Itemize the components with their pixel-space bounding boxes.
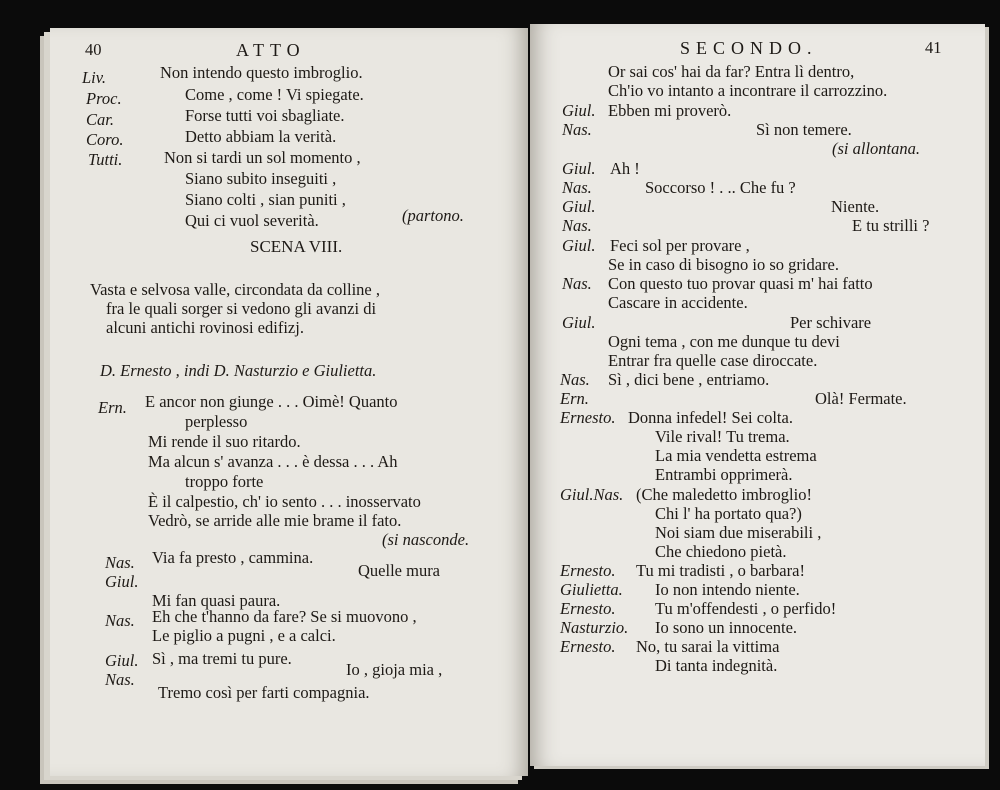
speaker: Coro. bbox=[86, 130, 124, 149]
verse-line: Non intendo questo imbroglio. bbox=[160, 63, 363, 82]
verse-line: Detto abbiam la verità. bbox=[185, 127, 337, 146]
verse-line: No, tu sarai la vittima bbox=[636, 637, 780, 656]
speaker: Giul. bbox=[105, 572, 139, 591]
verse-line: Sì , ma tremi tu pure. bbox=[152, 649, 292, 668]
speaker: Nas. bbox=[562, 178, 592, 197]
verse-line: Via fa presto , cammina. bbox=[152, 548, 314, 567]
verse-line: Che chiedono pietà. bbox=[655, 542, 787, 561]
speaker: Proc. bbox=[86, 89, 122, 108]
speaker: Ernesto. bbox=[560, 637, 616, 656]
speaker: Car. bbox=[86, 110, 114, 129]
verse-line: Siano colti , sian puniti , bbox=[185, 190, 346, 209]
verse-line: Feci sol per provare , bbox=[610, 236, 750, 255]
verse-line: Vedrò, se arride alle mie brame il fato. bbox=[148, 511, 402, 530]
verse-line: Ch'io vo intanto a incontrare il carrozzino. bbox=[608, 81, 888, 100]
verse-line: Qui ci vuol severità. bbox=[185, 211, 319, 230]
page-number: 40 bbox=[85, 40, 102, 59]
stage-direction: (si allontana. bbox=[832, 139, 921, 158]
verse-line: Ma alcun s' avanza . . . è dessa . . . Ah bbox=[148, 452, 398, 471]
verse-line: Mi fan quasi paura. bbox=[152, 591, 281, 610]
speaker: Nas. bbox=[105, 611, 135, 630]
verse-line: Io non intendo niente. bbox=[655, 580, 800, 599]
speaker: Nas. bbox=[562, 274, 592, 293]
verse-line: Noi siam due miserabili , bbox=[655, 523, 822, 542]
speaker: Liv. bbox=[82, 68, 106, 87]
verse-line: Come , come ! Vi spiegate. bbox=[185, 85, 364, 104]
verse-line: Sì , dici bene , entriamo. bbox=[608, 370, 770, 389]
speaker: Giul. bbox=[105, 651, 139, 670]
verse-line: Sì non temere. bbox=[756, 120, 852, 139]
verse-line: La mia vendetta estrema bbox=[655, 446, 817, 465]
verse-line: Ebben mi proverò. bbox=[608, 101, 732, 120]
running-head: SECONDO. bbox=[680, 38, 818, 58]
verse-line: Con questo tuo provar quasi m' hai fatto bbox=[608, 274, 873, 293]
page-number: 41 bbox=[925, 38, 942, 57]
verse-line: Niente. bbox=[831, 197, 880, 216]
verse-line: E tu strilli ? bbox=[852, 216, 930, 235]
speaker: Giul. bbox=[562, 159, 596, 178]
verse-line: Io sono un innocente. bbox=[655, 618, 798, 637]
speaker: Ernesto. bbox=[560, 561, 616, 580]
speaker: Giul. bbox=[562, 101, 596, 120]
verse-line: Tremo così per farti compagnia. bbox=[158, 683, 370, 702]
verse-line: perplesso bbox=[185, 412, 248, 431]
verse-line: Tu mi tradisti , o barbara! bbox=[636, 561, 805, 580]
verse-line: Le piglio a pugni , e a calci. bbox=[152, 626, 336, 645]
verse-line: Forse tutti voi sbagliate. bbox=[185, 106, 345, 125]
verse-line: Ah ! bbox=[610, 159, 640, 178]
speaker: Nas. bbox=[562, 120, 592, 139]
stage-direction: (si nasconde. bbox=[382, 530, 470, 549]
verse-line: Mi rende il suo ritardo. bbox=[148, 432, 301, 451]
verse-line: Ogni tema , con me dunque tu devi bbox=[608, 332, 840, 351]
characters-list: D. Ernesto , indi D. Nasturzio e Giulietta. bbox=[100, 361, 377, 380]
scene-title: SCENA VIII. bbox=[250, 237, 343, 256]
running-head: ATTO bbox=[236, 40, 306, 60]
verse-line: troppo forte bbox=[185, 472, 264, 491]
speaker: Giul. bbox=[562, 236, 596, 255]
speaker: Nas. bbox=[105, 553, 135, 572]
speaker: Giul.Nas. bbox=[560, 485, 624, 504]
speaker: Nas. bbox=[562, 216, 592, 235]
verse-line: Quelle mura bbox=[358, 561, 441, 580]
speaker: Giul. bbox=[562, 313, 596, 332]
speaker: Giul. bbox=[562, 197, 596, 216]
speaker: Ern. bbox=[560, 389, 589, 408]
verse-line: Non si tardi un sol momento , bbox=[164, 148, 361, 167]
stage-direction: (partono. bbox=[402, 206, 464, 225]
verse-line: Donna infedel! Sei colta. bbox=[628, 408, 793, 427]
verse-line: Entrar fra quelle case diroccate. bbox=[608, 351, 818, 370]
verse-line: Or sai cos' hai da far? Entra lì dentro, bbox=[608, 62, 855, 81]
verse-line: Per schivare bbox=[790, 313, 872, 332]
verse-line: Soccorso ! . .. Che fu ? bbox=[645, 178, 796, 197]
speaker: Tutti. bbox=[88, 150, 123, 169]
speaker: Nas. bbox=[560, 370, 590, 389]
verse-line: Tu m'offendesti , o perfido! bbox=[655, 599, 837, 618]
verse-line: (Che maledetto imbroglio! bbox=[636, 485, 812, 504]
stage-setting: Vasta e selvosa valle, circondata da colline , bbox=[90, 280, 381, 299]
verse-line: Eh che t'hanno da fare? Se si muovono , bbox=[152, 607, 417, 626]
verse-line: Olà! Fermate. bbox=[815, 389, 907, 408]
stage-setting: fra le quali sorger si vedono gli avanzi di bbox=[106, 299, 377, 318]
verse-line: E ancor non giunge . . . Oimè! Quanto bbox=[145, 392, 398, 411]
verse-line: Vile rival! Tu trema. bbox=[655, 427, 790, 446]
speaker: Nas. bbox=[105, 670, 135, 689]
verse-line: Entrambi opprimerà. bbox=[655, 465, 793, 484]
speaker: Giulietta. bbox=[560, 580, 623, 599]
verse-line: Io , gioja mia , bbox=[346, 660, 443, 679]
verse-line: Cascare in accidente. bbox=[608, 293, 748, 312]
speaker: Ernesto. bbox=[560, 408, 616, 427]
stage-setting: alcuni antichi rovinosi edifizj. bbox=[106, 318, 304, 337]
speaker: Ern. bbox=[98, 398, 127, 417]
verse-line: Di tanta indegnità. bbox=[655, 656, 778, 675]
verse-line: È il calpestio, ch' io sento . . . inosservato bbox=[148, 492, 421, 511]
speaker: Ernesto. bbox=[560, 599, 616, 618]
verse-line: Se in caso di bisogno io so gridare. bbox=[608, 255, 839, 274]
speaker: Nasturzio. bbox=[560, 618, 629, 637]
verse-line: Siano subito inseguiti , bbox=[185, 169, 337, 188]
verse-line: Chi l' ha portato qua?) bbox=[655, 504, 802, 523]
